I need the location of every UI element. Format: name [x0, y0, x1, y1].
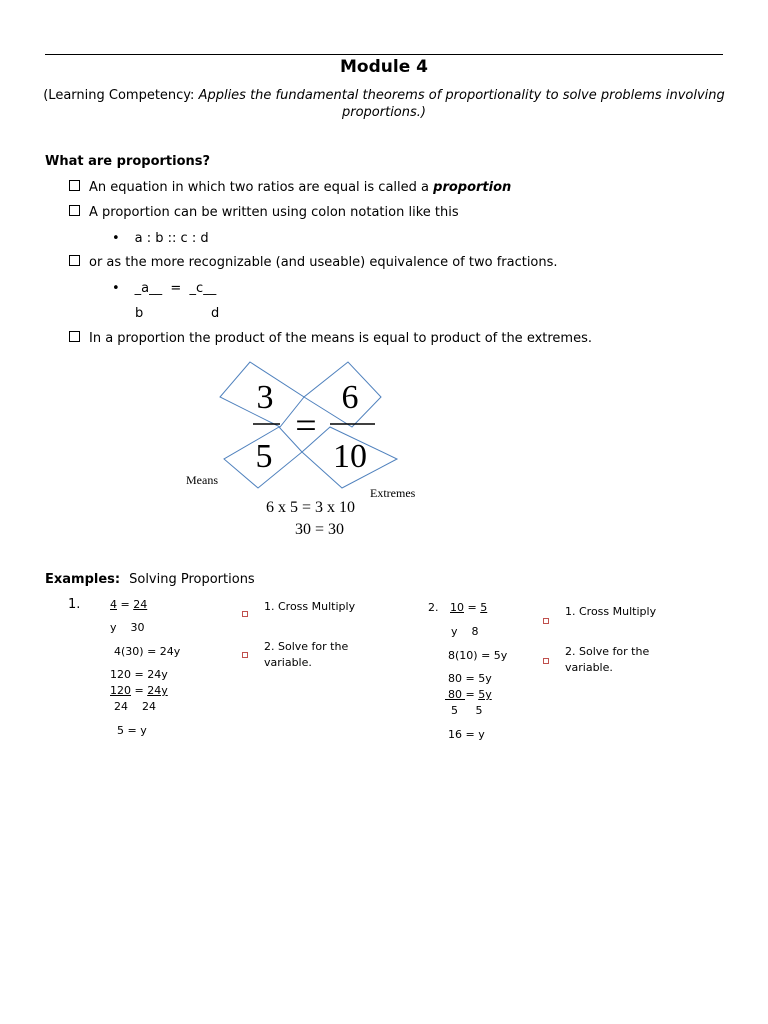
example-1-line-6: 24 24	[114, 700, 156, 713]
bullet-square-icon	[242, 602, 248, 621]
ex1-div-right: 24y	[147, 684, 168, 697]
bullet-item-2	[69, 205, 459, 220]
example-1-step-1: 1. Cross Multiply	[264, 600, 356, 613]
example-1-line-3: 4(30) = 24y	[114, 645, 181, 658]
ex2-numerator-left: 10	[450, 601, 464, 614]
example-2-line-5	[448, 688, 492, 701]
denominator-left: 5	[255, 438, 273, 475]
example-1-line-2: y 30	[110, 621, 145, 634]
ex2-div-equals: =	[462, 688, 479, 701]
ex1-div-equals: =	[131, 684, 148, 697]
competency-text: Applies the fundamental theorems of proportionality to solve problems involving proportions.)	[198, 88, 725, 120]
bullet-item-1	[69, 180, 511, 195]
checkbox-icon	[69, 205, 80, 216]
bullet-4-text: In a proportion the product of the means is equal to product of the extremes.	[89, 331, 593, 346]
means-label: Means	[186, 473, 218, 487]
ex1-equals: =	[117, 598, 134, 611]
fraction-denominator-d: d	[211, 306, 220, 321]
examples-heading	[45, 572, 255, 587]
example-2-step-1: 1. Cross Multiply	[565, 605, 657, 618]
dot-icon: •	[112, 281, 120, 296]
example-1-number: 1.	[68, 597, 81, 612]
checkbox-icon	[69, 255, 80, 266]
ex2-equals: =	[464, 601, 481, 614]
products-equation: 6 x 5 = 3 x 10	[266, 499, 356, 516]
example-1-step-2: 2. Solve for the variable.	[264, 640, 349, 669]
example-2-step-2: 2. Solve for the variable.	[565, 645, 650, 674]
colon-notation: a : b :: c : d	[134, 231, 209, 246]
checkbox-icon	[69, 180, 80, 191]
bullet-square-icon	[543, 649, 549, 668]
example-2-line-1	[450, 601, 487, 614]
header-rule	[45, 54, 723, 55]
bullet-3-text: or as the more recognizable (and useable) equivalence of two fractions.	[89, 255, 558, 270]
page-title: Module 4	[340, 57, 428, 77]
numerator-left: 3	[256, 379, 274, 416]
example-1-line-7: 5 = y	[117, 724, 147, 737]
ex1-numerator-right: 24	[133, 598, 148, 611]
example-2-line-7: 16 = y	[448, 728, 485, 741]
ex2-div-left: 80	[448, 688, 462, 701]
bullet-item-3	[69, 255, 558, 270]
products-result: 30 = 30	[295, 521, 345, 538]
example-2-line-4: 80 = 5y	[448, 672, 492, 685]
bullet-1-text: An equation in which two ratios are equal is called a	[89, 180, 434, 195]
ex1-numerator-left: 4	[110, 598, 117, 611]
example-2-number: 2.	[428, 601, 439, 614]
example-1-line-5	[110, 684, 168, 697]
examples-subtitle: Solving Proportions	[129, 572, 255, 587]
ex1-div-left: 120	[110, 684, 131, 697]
bullet-square-icon	[543, 609, 549, 628]
examples-label: Examples:	[45, 572, 121, 587]
means-extremes-diagram	[180, 355, 430, 505]
bullet-item-4	[69, 331, 592, 346]
example-2-line-6: 5 5	[451, 704, 483, 717]
example-2-line-3: 8(10) = 5y	[448, 649, 508, 662]
extremes-label: Extremes	[370, 486, 416, 500]
example-2-line-2: y 8	[451, 625, 479, 638]
checkbox-icon	[69, 331, 80, 342]
sub-bullet-fraction	[112, 281, 216, 296]
ex2-numerator-right: 5	[480, 601, 488, 614]
section-heading: What are proportions?	[45, 154, 211, 169]
learning-competency	[40, 87, 728, 121]
denominator-right: 10	[333, 438, 367, 475]
fraction-numerators: _a__ = _c__	[134, 281, 217, 296]
equals-sign: =	[295, 405, 317, 447]
bullet-1-bold: proportion	[433, 180, 512, 195]
example-1-line-1	[110, 598, 147, 611]
numerator-right: 6	[341, 379, 359, 416]
fraction-denominator-b: b	[135, 306, 144, 321]
dot-icon: •	[112, 231, 120, 246]
bullet-2-text: A proportion can be written using colon notation like this	[89, 205, 459, 220]
bullet-square-icon	[242, 643, 248, 662]
example-1-line-4: 120 = 24y	[110, 668, 168, 681]
competency-prefix: (Learning Competency:	[43, 88, 199, 103]
sub-bullet-colon	[112, 231, 209, 246]
ex2-div-right: 5y	[478, 688, 492, 701]
